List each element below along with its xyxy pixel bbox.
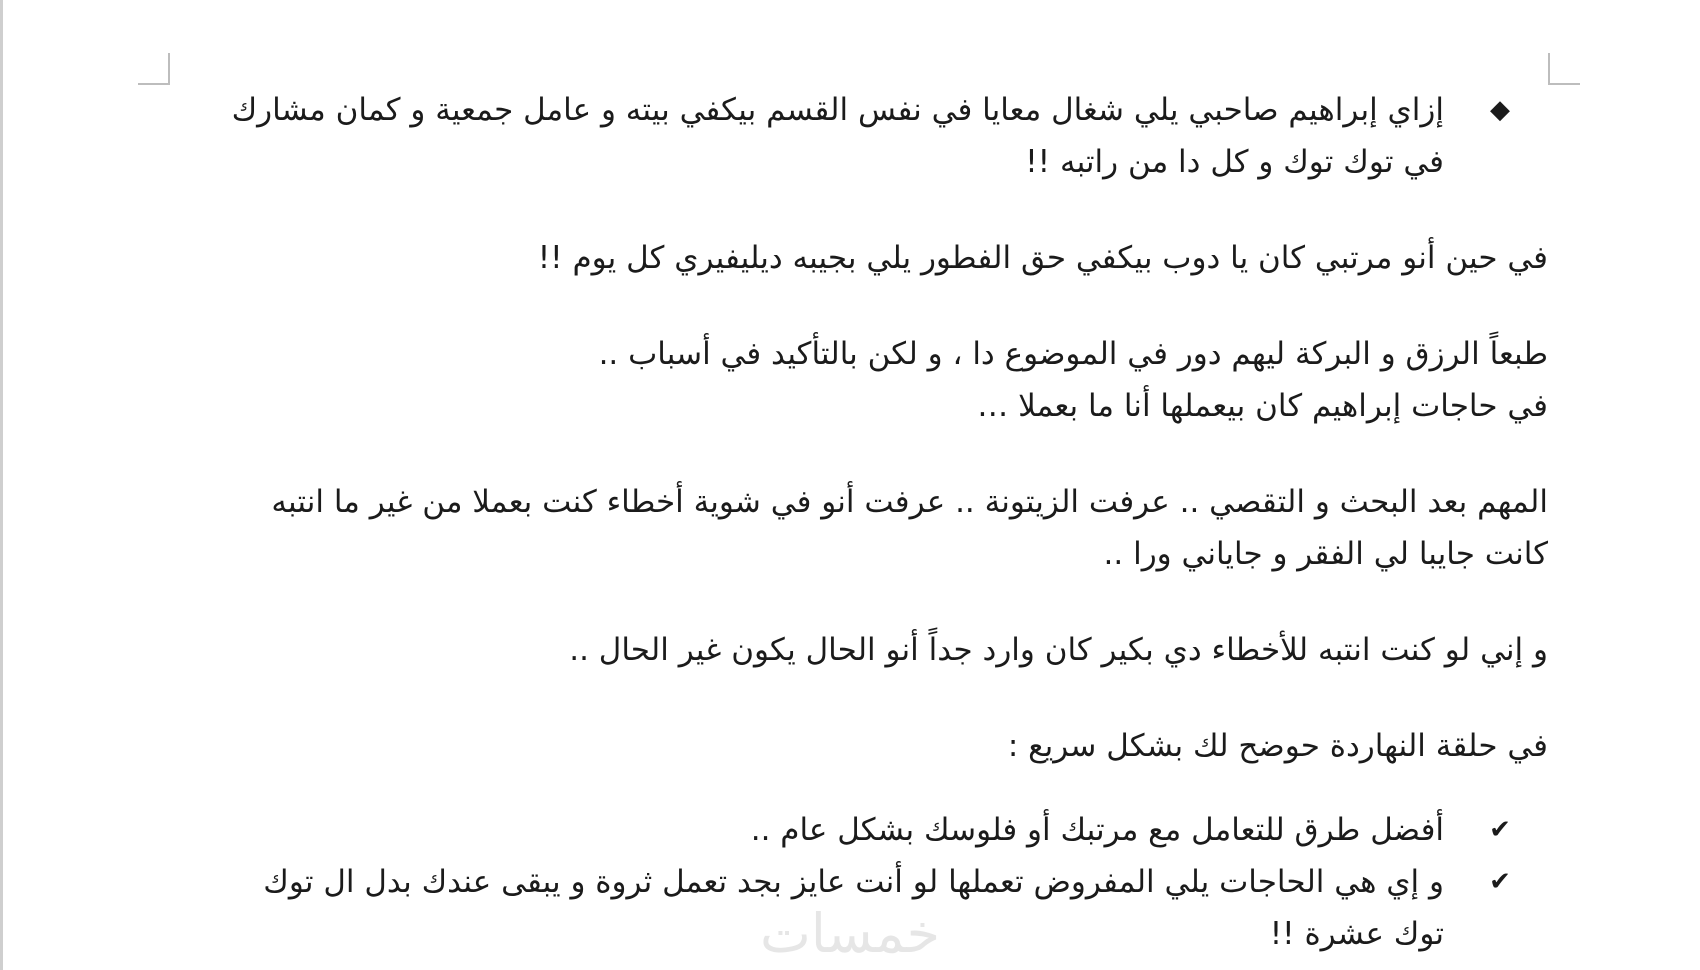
- check-list: [170, 804, 1548, 960]
- paragraph-episode-intro: [170, 720, 1548, 772]
- page-edge: [0, 0, 3, 970]
- paragraph-line: طبعاً الرزق و البركة ليهم دور في الموضوع دا ، و لكن بالتأكيد في أسباب ..: [598, 336, 1548, 372]
- paragraph-line: كانت جايبا لي الفقر و جاياني ورا ..: [1103, 536, 1548, 572]
- checkmark-icon: ✔: [1489, 867, 1511, 897]
- bullet-list-item: [170, 84, 1548, 188]
- paragraph-reasons: [170, 328, 1548, 432]
- paragraph-line: في حلقة النهاردة حوضح لك بشكل سريع :: [1007, 728, 1548, 764]
- paragraph-attention: [170, 624, 1548, 676]
- margin-corner-top-left: [138, 53, 170, 85]
- paragraph-breakfast: [170, 232, 1548, 284]
- check-line: و إي هي الحاجات يلي المفروض تعملها لو أنت عايز بجد تعمل ثروة و يبقى عندك بدل ال توك: [263, 864, 1444, 900]
- check-list-item: [170, 804, 1548, 856]
- paragraph-mistakes: [170, 476, 1548, 580]
- checkmark-icon: ✔: [1489, 815, 1511, 845]
- bullet-list: [170, 84, 1548, 188]
- paragraph-line: و إني لو كنت انتبه للأخطاء دي بكير كان وارد جداً أنو الحال يكون غير الحال ..: [569, 632, 1548, 668]
- margin-corner-top-right: [1548, 53, 1580, 85]
- check-list-item: [170, 856, 1548, 960]
- check-line: أفضل طرق للتعامل مع مرتبك أو فلوسك بشكل عام ..: [750, 812, 1444, 848]
- paragraph-line: في حين أنو مرتبي كان يا دوب بيكفي حق الفطور يلي بجيبه ديليفيري كل يوم !!: [537, 240, 1548, 276]
- bullet-line-1: إزاي إبراهيم صاحبي يلي شغال معايا في نفس القسم بيكفي بيته و عامل جمعية و كمان مشارك: [231, 92, 1444, 128]
- diamond-bullet-icon: ◆: [1490, 95, 1510, 125]
- watermark-logo: خمسات: [760, 902, 941, 965]
- paragraph-line: المهم بعد البحث و التقصي .. عرفت الزيتونة .. عرفت أنو في شوية أخطاء كنت بعملا من غير ما انتبه: [271, 484, 1548, 520]
- bullet-line-2: في توك توك و كل دا من راتبه !!: [1025, 144, 1444, 180]
- check-line: توك عشرة !!: [1269, 916, 1444, 952]
- document-body: [170, 84, 1548, 960]
- paragraph-line: في حاجات إبراهيم كان بيعملها أنا ما بعملا …: [977, 388, 1548, 424]
